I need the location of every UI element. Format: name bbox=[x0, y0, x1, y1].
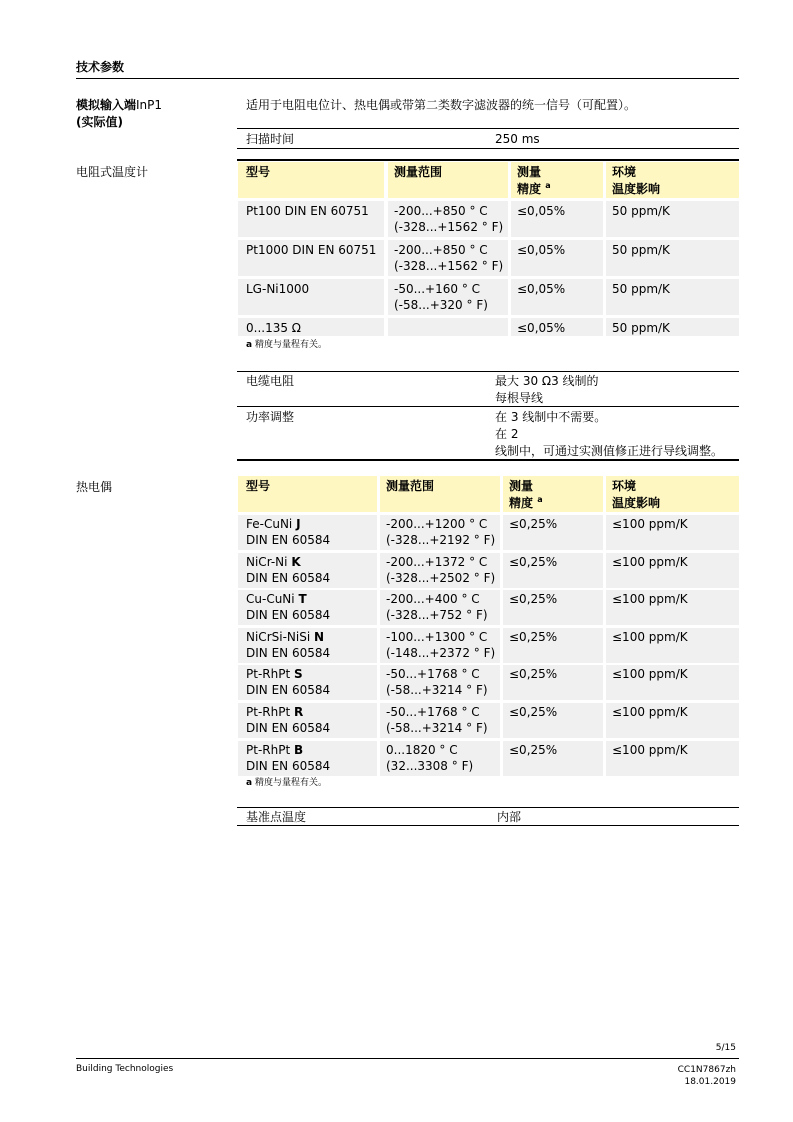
cable-rule-bottom bbox=[237, 406, 739, 407]
tc-cell-range-c: -200...+1200 ° C bbox=[386, 517, 488, 531]
rtd-cell-ambient: 50 ppm/K bbox=[612, 282, 670, 296]
tc-type-letter: R bbox=[293, 705, 304, 719]
tc-type-standard: DIN EN 60584 bbox=[246, 721, 331, 735]
rtd-header-type: 型号 bbox=[246, 165, 271, 179]
tc-cell-range-f: (-328...+752 ° F) bbox=[386, 608, 488, 623]
tc-cell-type bbox=[246, 704, 330, 736]
tc-table-rule bbox=[237, 459, 739, 461]
rtd-cell-range-c: -200...+850 ° C bbox=[394, 204, 488, 218]
rtd-cell-range bbox=[394, 281, 488, 313]
tc-cell-range bbox=[386, 591, 488, 623]
tc-cell-range bbox=[386, 554, 495, 586]
tc-header-type: 型号 bbox=[246, 479, 271, 493]
tc-header-accuracy bbox=[509, 478, 543, 512]
rtd-cell-accuracy: ≤0,05% bbox=[517, 243, 566, 257]
scan-value: 250 ms bbox=[495, 132, 540, 146]
rtd-cell-ambient: 50 ppm/K bbox=[612, 321, 670, 335]
rtd-cell-type: 0...135 Ω bbox=[246, 321, 301, 335]
rtd-cell-accuracy: ≤0,05% bbox=[517, 204, 566, 218]
tc-cell-accuracy: ≤0,25% bbox=[509, 592, 558, 607]
tc-cell-range-c: -200...+1372 ° C bbox=[386, 554, 488, 569]
tc-side-label: 热电偶 bbox=[76, 480, 113, 494]
cable-value-1: 最大 30 Ω3 线制的 bbox=[495, 374, 599, 388]
reference-rule-bottom bbox=[237, 825, 739, 826]
rtd-cell-range bbox=[394, 242, 503, 274]
rtd-header-accuracy bbox=[517, 164, 551, 198]
tc-cell-range bbox=[386, 629, 495, 661]
tc-cell-type bbox=[246, 742, 330, 774]
tc-cell-type bbox=[246, 666, 330, 698]
tc-cell-range-c: -100...+1300 ° C bbox=[386, 629, 488, 644]
scan-label: 扫描时间 bbox=[246, 132, 295, 146]
scan-rule-bottom bbox=[237, 148, 739, 149]
tc-cell-type bbox=[246, 554, 330, 586]
rtd-cell-range bbox=[394, 203, 503, 235]
tc-type-name: Pt-RhPt bbox=[246, 742, 291, 757]
reference-label: 基准点温度 bbox=[246, 810, 307, 824]
rtd-footnote bbox=[246, 339, 327, 351]
header-rule bbox=[76, 78, 739, 79]
rtd-header-ambient-1: 环境 bbox=[612, 165, 637, 179]
input-label-code: InP1 bbox=[136, 98, 163, 112]
rtd-header-range: 测量范围 bbox=[394, 165, 443, 179]
cable-rule-top bbox=[237, 371, 739, 372]
tc-cell-range-f: (-328...+2502 ° F) bbox=[386, 570, 496, 585]
tc-footnote bbox=[246, 777, 327, 789]
section-title: 技术参数 bbox=[76, 60, 125, 74]
tc-type-standard: DIN EN 60584 bbox=[246, 533, 331, 547]
tc-type-letter: J bbox=[296, 517, 301, 531]
rtd-header-accuracy-sup: a bbox=[545, 181, 551, 190]
cable-label: 电缆电阻 bbox=[246, 374, 295, 388]
tc-cell-ambient: ≤100 ppm/K bbox=[612, 629, 688, 644]
tc-cell-accuracy: ≤0,25% bbox=[509, 629, 558, 644]
rtd-header-accuracy-1: 测量 bbox=[517, 165, 542, 179]
tc-cell-range-f: (32...3308 ° F) bbox=[386, 758, 474, 773]
tc-cell-range-f: (-328...+2192 ° F) bbox=[386, 533, 496, 547]
tc-cell-accuracy: ≤0,25% bbox=[509, 554, 558, 569]
tc-type-letter: B bbox=[293, 742, 304, 757]
tc-header-ambient-1: 环境 bbox=[612, 479, 637, 493]
tc-cell-range bbox=[386, 704, 488, 736]
tc-footnote-text: 精度与量程有关。 bbox=[254, 778, 327, 788]
power-value-2: 在 2 bbox=[495, 427, 519, 441]
tc-cell-range-c: 0...1820 ° C bbox=[386, 742, 458, 757]
tc-cell-accuracy: ≤0,25% bbox=[509, 667, 558, 682]
input-label-name: 模拟输入端 bbox=[76, 98, 137, 112]
tc-type-name: Fe-CuNi bbox=[246, 517, 293, 531]
tc-cell-type bbox=[246, 591, 330, 623]
tc-type-standard: DIN EN 60584 bbox=[246, 608, 331, 623]
tc-cell-ambient: ≤100 ppm/K bbox=[612, 517, 688, 531]
tc-type-name: Cu-CuNi bbox=[246, 592, 295, 607]
footer-rule bbox=[76, 1058, 739, 1059]
rtd-cell-accuracy: ≤0,05% bbox=[517, 282, 566, 296]
tc-header-accuracy-sup: a bbox=[537, 495, 543, 504]
rtd-footnote-text: 精度与量程有关。 bbox=[254, 340, 327, 350]
tc-cell-range-c: -50...+1768 ° C bbox=[386, 667, 480, 682]
tc-header-accuracy-1: 测量 bbox=[509, 479, 534, 493]
rtd-header-ambient bbox=[612, 164, 660, 198]
tc-type-letter: T bbox=[298, 592, 307, 607]
rtd-cell-range-c: -50...+160 ° C bbox=[394, 282, 481, 296]
rtd-cell-ambient: 50 ppm/K bbox=[612, 243, 670, 257]
tc-cell-ambient: ≤100 ppm/K bbox=[612, 705, 688, 719]
tc-cell-ambient: ≤100 ppm/K bbox=[612, 592, 688, 607]
power-value-1: 在 3 线制中不需要。 bbox=[495, 410, 607, 424]
tc-header-range: 测量范围 bbox=[386, 479, 435, 493]
rtd-cell-range-f: (-58...+320 ° F) bbox=[394, 298, 488, 312]
rtd-header-ambient-2: 温度影响 bbox=[612, 182, 661, 196]
footer-doc-id: CC1N7867zh bbox=[677, 1065, 736, 1075]
tc-type-name: Pt-RhPt bbox=[246, 705, 291, 719]
tc-type-standard: DIN EN 60584 bbox=[246, 570, 331, 585]
tc-cell-type bbox=[246, 516, 330, 548]
tc-cell-ambient: ≤100 ppm/K bbox=[612, 554, 688, 569]
tc-type-name: NiCr-Ni bbox=[246, 554, 288, 569]
rtd-table-rule bbox=[237, 159, 739, 161]
rtd-side-label: 电阻式温度计 bbox=[76, 165, 149, 179]
tc-cell-ambient: ≤100 ppm/K bbox=[612, 742, 688, 757]
rtd-cell-type: Pt1000 DIN EN 60751 bbox=[246, 243, 377, 257]
tc-cell-type bbox=[246, 629, 330, 661]
tc-cell-range bbox=[386, 742, 473, 774]
tc-type-name: NiCrSi-NiSi bbox=[246, 629, 311, 644]
tc-cell-accuracy: ≤0,25% bbox=[509, 517, 558, 531]
cable-value-2: 每根导线 bbox=[495, 391, 544, 405]
rtd-cell-range-f: (-328...+1562 ° F) bbox=[394, 259, 504, 273]
scan-rule-top bbox=[237, 128, 739, 129]
rtd-footnote-mark: a bbox=[246, 340, 253, 350]
tc-cell-range-f: (-58...+3214 ° F) bbox=[386, 683, 488, 698]
input-label-actual: (实际值) bbox=[76, 115, 123, 129]
tc-type-name: Pt-RhPt bbox=[246, 667, 291, 682]
rtd-cell-type: Pt100 DIN EN 60751 bbox=[246, 204, 369, 218]
rtd-cell-range-f: (-328...+1562 ° F) bbox=[394, 220, 504, 234]
tc-cell-accuracy: ≤0,25% bbox=[509, 705, 558, 719]
tc-header-accuracy-2: 精度 bbox=[509, 496, 534, 510]
rtd-cell-ambient: 50 ppm/K bbox=[612, 204, 670, 218]
tc-type-letter: K bbox=[291, 554, 301, 569]
tc-cell-range-f: (-148...+2372 ° F) bbox=[386, 645, 496, 660]
rtd-cell-range-c: -200...+850 ° C bbox=[394, 243, 488, 257]
footer-doc-info bbox=[678, 1064, 736, 1088]
tc-cell-range bbox=[386, 516, 495, 548]
tc-cell-range bbox=[386, 666, 488, 698]
input-label bbox=[76, 97, 162, 131]
tc-cell-ambient: ≤100 ppm/K bbox=[612, 667, 688, 682]
tc-type-letter: S bbox=[293, 667, 303, 682]
rtd-cell-type: LG-Ni1000 bbox=[246, 282, 310, 296]
power-label: 功率调整 bbox=[246, 410, 295, 424]
power-value-3: 线制中，可通过实测值修正进行导线调整。 bbox=[495, 444, 724, 458]
tc-cell-range-c: -50...+1768 ° C bbox=[386, 705, 480, 719]
footer-company: Building Technologies bbox=[76, 1064, 174, 1074]
rtd-cell-accuracy: ≤0,05% bbox=[517, 321, 566, 335]
tc-cell-range-c: -200...+400 ° C bbox=[386, 592, 480, 607]
tc-header-ambient bbox=[612, 478, 660, 512]
tc-footnote-mark: a bbox=[246, 778, 253, 788]
input-description: 适用于电阻电位计、热电偶或带第二类数字滤波器的统一信号（可配置）。 bbox=[246, 98, 637, 112]
tc-cell-range-f: (-58...+3214 ° F) bbox=[386, 721, 488, 735]
tc-type-standard: DIN EN 60584 bbox=[246, 683, 331, 698]
tc-type-standard: DIN EN 60584 bbox=[246, 645, 331, 660]
tc-header-ambient-2: 温度影响 bbox=[612, 496, 661, 510]
footer-date: 18.01.2019 bbox=[684, 1077, 736, 1087]
tc-cell-accuracy: ≤0,25% bbox=[509, 742, 558, 757]
reference-value: 内部 bbox=[497, 810, 522, 824]
rtd-header-accuracy-2: 精度 bbox=[517, 182, 542, 196]
tc-type-standard: DIN EN 60584 bbox=[246, 758, 331, 773]
page-number: 5/15 bbox=[715, 1043, 736, 1053]
tc-type-letter: N bbox=[314, 629, 325, 644]
reference-rule-top bbox=[237, 807, 739, 808]
